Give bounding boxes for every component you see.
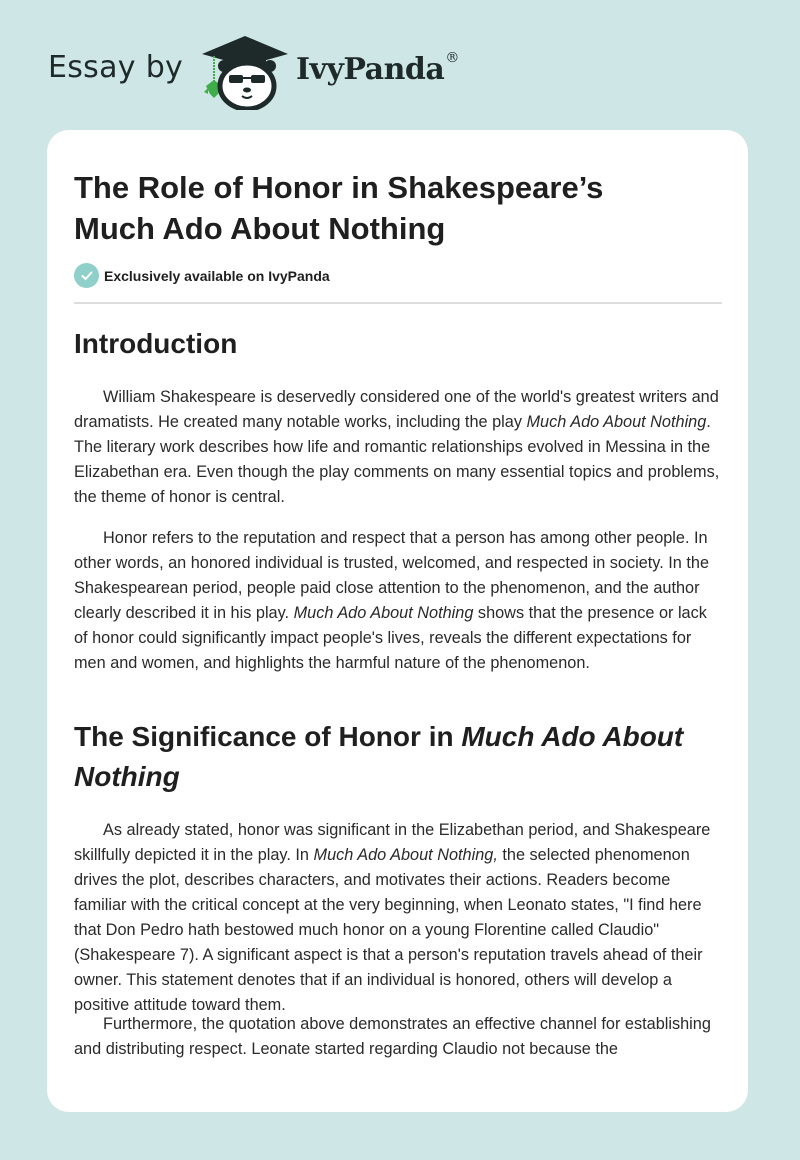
panda-graduation-cap-icon[interactable] <box>200 34 290 110</box>
exclusive-badge <box>74 263 330 288</box>
paragraph <box>74 385 722 510</box>
paragraph-italic: Much Ado About Nothing, <box>313 846 498 864</box>
title-line-2: Much Ado About Nothing <box>74 211 446 246</box>
brand-text: IvyPanda <box>296 52 445 87</box>
badge-text: Exclusively available on IvyPanda <box>104 267 330 284</box>
section-heading-introduction: Introduction <box>74 328 238 359</box>
page-title <box>74 167 722 249</box>
paragraph-text: the selected phenomenon drives the plot, describes characters, and motivates their actions. Readers become familiar with the critical concept at the very beginning, when Leonato states, "I find here that Don Pedro hath bestowed much honor on a young Florentine called Claudio" (Shakespeare 7). A significant aspect is that a person's reputation travels ahead of their owner. This statement denotes that if an individual is honored, others will develop a positive attitude toward them. <box>74 846 703 1014</box>
divider <box>74 302 722 304</box>
site-header <box>0 0 800 120</box>
paragraph <box>74 526 722 676</box>
paragraph-text: Furthermore, the quotation above demonstrates an effective channel for establishing and distributing respect. Leonate started regarding Claudio not because the <box>74 1015 711 1058</box>
paragraph <box>74 1012 722 1062</box>
heading-text: The Significance of Honor in <box>74 721 462 752</box>
essay-card <box>47 130 748 1112</box>
title-line-1: The Role of Honor in Shakespeare’s <box>74 170 604 205</box>
paragraph <box>74 818 722 1018</box>
section-heading-significance <box>74 717 722 797</box>
brand-name[interactable] <box>296 52 459 87</box>
paragraph-text: . The literary work describes how life and romantic relationships evolved in Messina in the Elizabethan era. Even though the play comments on many essential topics and problems, the theme of honor is central. <box>74 413 720 506</box>
check-circle-icon <box>74 263 99 288</box>
paragraph-text: Honor refers to the reputation and respect that a person has among other people. In other words, an honored individual is trusted, welcomed, and respected in society. In the Shakespearean period, people paid close attention to the phenomenon, and the author clearly described it in his play. <box>74 529 710 622</box>
registered-mark: ® <box>445 50 459 66</box>
paragraph-text: shows that the presence or lack of honor could significantly impact people's lives, reveals the different expectations for men and women, and highlights the harmful nature of the phenomenon. <box>74 604 707 672</box>
essay-by-label: Essay by <box>48 50 184 85</box>
heading-italic: Much Ado About Nothing <box>74 721 684 792</box>
paragraph-italic: Much Ado About Nothing <box>526 413 707 431</box>
paragraph-text: William Shakespeare is deservedly considered one of the world's greatest writers and dramatists. He created many notable works, including the play <box>74 388 719 431</box>
paragraph-italic: Much Ado About Nothing <box>293 604 474 622</box>
paragraph-text: As already stated, honor was significant in the Elizabethan period, and Shakespeare skillfully depicted it in the play. In <box>74 821 711 864</box>
